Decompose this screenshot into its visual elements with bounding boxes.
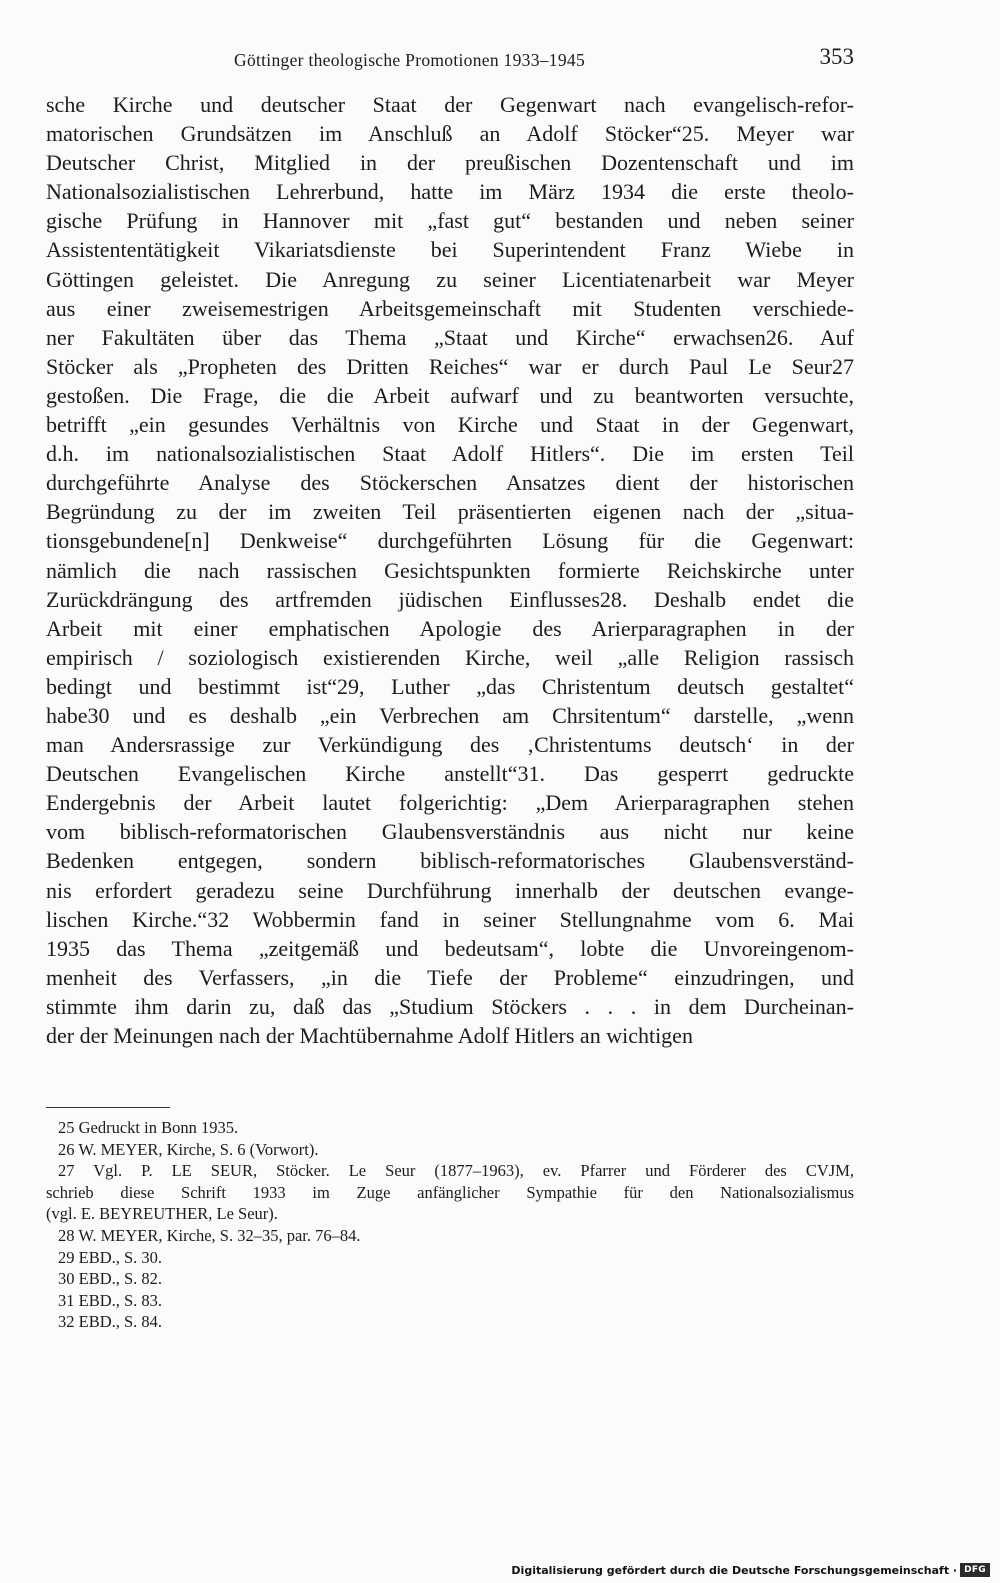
text-line: Stöcker als „Propheten des Dritten Reiches“ war er durch Paul Le Seur27 [46, 353, 854, 379]
footnote-line: 31 EBD., S. 83. [58, 1290, 163, 1310]
text-line: Assistententätigkeit Vikariatsdienste bei Superintendent Franz Wiebe in [46, 237, 854, 263]
footnote-divider [46, 1107, 170, 1108]
page-number: 353 [819, 44, 854, 69]
text-line: Begründung zu der im zweiten Teil präsentierten eigenen nach der „situa- [46, 499, 854, 525]
text-line: menheit des Verfassers, „in die Tiefe der Probleme“ einzudringen, und [46, 964, 854, 990]
running-head [46, 44, 854, 78]
text-line: aus einer zweisemestrigen Arbeitsgemeinschaft mit Studenten verschiede- [46, 295, 854, 321]
footnote-line: 28 W. MEYER, Kirche, S. 32–35, par. 76–84. [58, 1225, 361, 1245]
footnote-line: schrieb diese Schrift 1933 im Zuge anfänglicher Sympathie für den Nationalsozialismus [46, 1182, 854, 1202]
text-line: d.h. im nationalsozialistischen Staat Adolf Hitlers“. Die im ersten Teil [46, 441, 854, 467]
text-line: habe30 und es deshalb „ein Verbrechen am Chrsitentum“ darstelle, „wenn [46, 702, 854, 728]
text-line: durchgeführte Analyse des Stöckerschen Ansatzes dient der historischen [46, 470, 854, 496]
footnote-line: 27 Vgl. P. LE SEUR, Stöcker. Le Seur (1877–1963), ev. Pfarrer und Förderer des CVJM, [58, 1161, 854, 1181]
text-line: Arbeit mit einer emphatischen Apologie des Arierparagraphen in der [46, 615, 854, 641]
text-line: tionsgebundene[n] Denkweise“ durchgeführten Lösung für die Gegenwart: [46, 528, 854, 554]
text-line: Nationalsozialistischen Lehrerbund, hatte im März 1934 die erste theolo- [46, 179, 854, 205]
text-line: betrifft „ein gesundes Verhältnis von Kirche und Staat in der Gegenwart, [46, 412, 854, 438]
text-line: stimmte ihm darin zu, daß das „Studium Stöckers . . . in dem Durcheinan- [46, 993, 854, 1019]
text-line: lischen Kirche.“32 Wobbermin fand in seiner Stellungnahme vom 6. Mai [46, 906, 854, 932]
text-line: Göttingen geleistet. Die Anregung zu seiner Licentiatenarbeit war Meyer [46, 266, 854, 292]
footnote-line: (vgl. E. BEYREUTHER, Le Seur). [46, 1204, 278, 1224]
text-line: man Andersrassige zur Verkündigung des ‚Christentums deutsch‘ in der [46, 732, 854, 758]
text-line: sche Kirche und deutscher Staat der Gegenwart nach evangelisch-refor- [46, 92, 854, 117]
footnote-line: 32 EBD., S. 84. [58, 1312, 163, 1332]
footer-text: Digitalisierung gefördert durch die Deutsche Forschungsgemeinschaft · [511, 1563, 958, 1577]
footnotes [46, 1117, 854, 1333]
dfg-logo: DFG [960, 1563, 990, 1577]
text-line: bedingt und bestimmt ist“29, Luther „das Christentum deutsch gestaltet“ [46, 673, 854, 699]
text-line: gische Prüfung in Hannover mit „fast gut“ bestanden und neben seiner [46, 208, 854, 234]
text-line: Zurückdrängung des artfremden jüdischen Einflusses28. Deshalb endet die [46, 586, 854, 612]
text-line: Deutschen Evangelischen Kirche anstellt“31. Das gesperrt gedruckte [46, 761, 854, 787]
text-line: nämlich die nach rassischen Gesichtspunkten formierte Reichskirche unter [46, 557, 854, 583]
footnote-line: 25 Gedruckt in Bonn 1935. [58, 1118, 239, 1137]
footnote-line: 30 EBD., S. 82. [58, 1269, 163, 1289]
text-line: Endergebnis der Arbeit lautet folgerichtig: „Dem Arierparagraphen stehen [46, 790, 854, 816]
text-line: nis erfordert geradezu seine Durchführung innerhalb der deutschen evange- [46, 877, 854, 903]
body-text [46, 90, 854, 1050]
footnote-line: 29 EBD., S. 30. [58, 1247, 163, 1267]
text-line: gestoßen. Die Frage, die die Arbeit aufwarf und zu beantworten versuchte, [46, 382, 854, 408]
text-line: der der Meinungen nach der Machtübernahme Adolf Hitlers an wichtigen [46, 1023, 693, 1048]
footnote-line: 26 W. MEYER, Kirche, S. 6 (Vorwort). [58, 1139, 319, 1159]
text-line: Deutscher Christ, Mitglied in der preußischen Dozentenschaft und im [46, 150, 854, 176]
running-title: Göttinger theologische Promotionen 1933–1945 [234, 50, 586, 70]
digitization-footer [511, 1563, 990, 1577]
text-line: Bedenken entgegen, sondern biblisch-reformatorisches Glaubensverständ- [46, 848, 854, 874]
text-line: matorischen Grundsätzen im Anschluß an Adolf Stöcker“25. Meyer war [46, 121, 854, 147]
text-line: 1935 das Thema „zeitgemäß und bedeutsam“, lobte die Unvoreingenom- [46, 935, 854, 961]
text-line: ner Fakultäten über das Thema „Staat und Kirche“ erwachsen26. Auf [46, 324, 854, 350]
text-line: vom biblisch-reformatorischen Glaubensverständnis aus nicht nur keine [46, 819, 854, 845]
text-line: empirisch / soziologisch existierenden Kirche, weil „alle Religion rassisch [46, 644, 854, 670]
